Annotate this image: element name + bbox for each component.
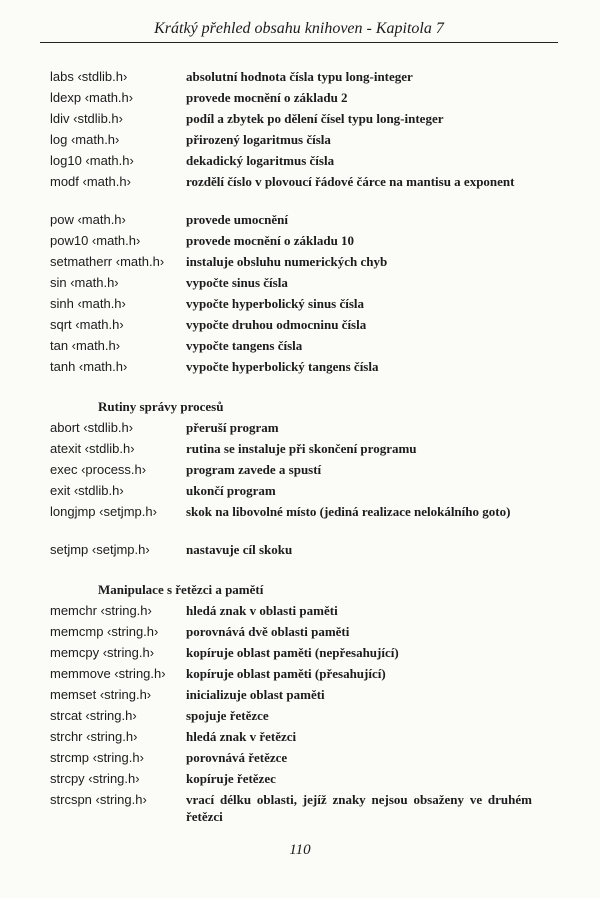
entry-fn: strcmp ‹string.h› (50, 750, 144, 765)
entry-fn: strcat ‹string.h› (50, 708, 137, 723)
entry-desc: vypočte druhou odmocninu čísla (186, 317, 367, 332)
entry-desc: provede umocnění (186, 212, 288, 227)
entry-fn: memset ‹string.h› (50, 687, 152, 702)
entry-desc: kopíruje řetězec (186, 771, 276, 786)
entry-desc: vypočte hyperbolický sinus čísla (186, 296, 365, 311)
entry-desc: vypočte hyperbolický tangens čísla (186, 359, 379, 374)
entry-desc: provede mocnění o základu 10 (186, 233, 355, 248)
entry-desc: podíl a zbytek po dělení čísel typu long-integer (186, 111, 444, 126)
entry-fn: setjmp ‹setjmp.h› (50, 542, 150, 557)
entry-fn: pow ‹math.h› (50, 212, 126, 227)
entry-fn: tan ‹math.h› (50, 338, 121, 353)
entry-desc: rozdělí číslo v plovoucí řádové čárce na mantisu a exponent (186, 174, 515, 189)
entry-desc: hledá znak v oblasti paměti (186, 603, 338, 618)
entry-desc: provede mocnění o základu 2 (186, 90, 348, 105)
entry-desc: porovnává řetězce (186, 750, 288, 765)
entry-desc: hledá znak v řetězci (186, 729, 297, 744)
entry-desc: inicializuje oblast paměti (186, 687, 325, 702)
entry-desc: vrací délku oblasti, jejíž znaky nejsou obsaženy ve druhém řetězci (186, 792, 532, 824)
page-header: Krátký přehled obsahu knihoven - Kapitola 7 (154, 20, 444, 37)
entry-fn: atexit ‹stdlib.h› (50, 441, 135, 456)
entry-desc: nastavuje cíl skoku (186, 542, 293, 557)
entry-fn: memmove ‹string.h› (50, 666, 166, 681)
entry-fn: sin ‹math.h› (50, 275, 119, 290)
entry-desc: ukončí program (186, 483, 276, 498)
entry-fn: modf ‹math.h› (50, 174, 131, 189)
entry-fn: ldexp ‹math.h› (50, 90, 134, 105)
entry-fn: log ‹math.h› (50, 132, 120, 147)
entry-fn: exit ‹stdlib.h› (50, 483, 124, 498)
entry-desc: program zavede a spustí (186, 462, 322, 477)
entry-fn: abort ‹stdlib.h› (50, 420, 134, 435)
entry-desc: instaluje obsluhu numerických chyb (186, 254, 388, 269)
entry-fn: memchr ‹string.h› (50, 603, 152, 618)
entry-fn: pow10 ‹math.h› (50, 233, 141, 248)
entry-fn: sinh ‹math.h› (50, 296, 126, 311)
entry-fn: strchr ‹string.h› (50, 729, 138, 744)
entry-desc: kopíruje oblast paměti (přesahující) (186, 666, 386, 681)
entry-fn: longjmp ‹setjmp.h› (50, 504, 157, 519)
entry-fn: memcmp ‹string.h› (50, 624, 159, 639)
entry-desc: absolutní hodnota čísla typu long-integer (186, 69, 413, 84)
entry-desc: porovnává dvě oblasti paměti (186, 624, 350, 639)
entry-fn: strcpy ‹string.h› (50, 771, 140, 786)
entry-desc: přirozený logaritmus čísla (186, 132, 331, 147)
entry-desc: dekadický logaritmus čísla (186, 153, 335, 168)
entry-fn: log10 ‹math.h› (50, 153, 134, 168)
entry-desc: přeruší program (186, 420, 279, 435)
section-title-strings: Manipulace s řetězci a pamětí (98, 582, 264, 597)
entry-desc: spojuje řetězce (186, 708, 269, 723)
entry-fn: sqrt ‹math.h› (50, 317, 124, 332)
entry-fn: setmatherr ‹math.h› (50, 254, 165, 269)
entry-fn: labs ‹stdlib.h› (50, 69, 128, 84)
section-title-process: Rutiny správy procesů (98, 399, 224, 414)
entry-desc: skok na libovolné místo (jediná realizace nelokálního goto) (186, 504, 511, 519)
page-number: 110 (289, 842, 311, 858)
entry-desc: vypočte tangens čísla (186, 338, 303, 353)
entry-fn: memcpy ‹string.h› (50, 645, 155, 660)
entry-fn: tanh ‹math.h› (50, 359, 128, 374)
entry-desc: rutina se instaluje při skončení programu (186, 441, 417, 456)
entry-desc: vypočte sinus čísla (186, 275, 288, 290)
entry-fn: exec ‹process.h› (50, 462, 147, 477)
entry-desc: kopíruje oblast paměti (nepřesahující) (186, 645, 399, 660)
entry-fn: ldiv ‹stdlib.h› (50, 111, 123, 126)
entry-fn: strcspn ‹string.h› (50, 792, 147, 807)
